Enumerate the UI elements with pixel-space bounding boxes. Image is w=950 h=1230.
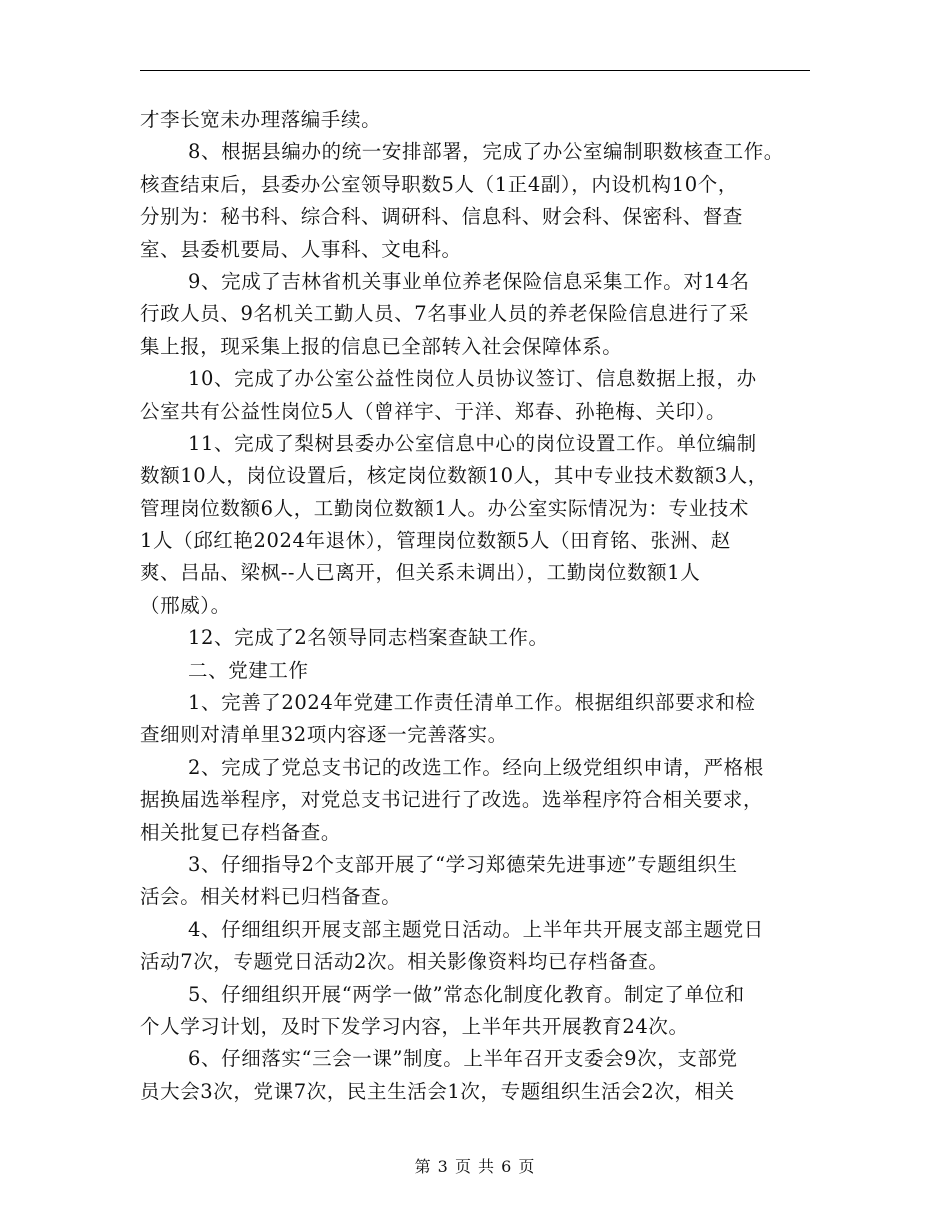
text-line: 分别为：秘书科、综合科、调研科、信息科、财会科、保密科、督查 — [140, 205, 744, 229]
page-footer: 第 3 页 共 6 页 — [414, 1157, 536, 1176]
text-line: 集上报，现采集上报的信息已全部转入社会保障体系。 — [140, 334, 623, 358]
text-line: 12、完成了2名领导同志档案查缺工作。 — [188, 626, 549, 650]
text-line: 相关批复已存档备查。 — [140, 820, 342, 844]
text-line: 活动7次，专题党日活动2次。相关影像资料均已存档备查。 — [140, 950, 669, 974]
text-line: 爽、吕品、梁枫--人已离开，但关系未调出），工勤岗位数额1人 — [140, 561, 701, 585]
text-line: （邢威）。 — [140, 593, 231, 617]
text-line: 管理岗位数额6人，工勤岗位数额1人。办公室实际情况为：专业技术 — [140, 496, 749, 520]
text-line: 据换届选举程序，对党总支书记进行了改选。选举程序符合相关要求， — [140, 788, 764, 812]
text-line: 核查结束后，县委办公室领导职数5人（1正4副），内设机构10个， — [140, 172, 738, 196]
text-line: 6、仔细落实“三会一课”制度。上半年召开支委会9次，支部党 — [188, 1047, 738, 1071]
text-line: 2、完成了党总支书记的改选工作。经向上级党组织申请，严格根 — [188, 755, 764, 779]
text-line: 活会。相关材料已归档备查。 — [140, 885, 402, 909]
text-line: 9、完成了吉林省机关事业单位养老保险信息采集工作。对14名 — [188, 269, 750, 293]
text-line: 8、根据县编办的统一安排部署，完成了办公室编制职数核查工作。 — [188, 140, 784, 164]
text-line: 行政人员、9名机关工勤人员、7名事业人员的养老保险信息进行了采 — [140, 302, 749, 326]
text-line: 10、完成了办公室公益性岗位人员协议签订、信息数据上报，办 — [188, 367, 757, 391]
header-rule — [140, 70, 810, 71]
text-line: 查细则对清单里32项内容逐一完善落实。 — [140, 723, 508, 747]
text-line: 1人（邱红艳2024年退休），管理岗位数额5人（田育铭、张洲、赵 — [140, 529, 731, 553]
text-line: 个人学习计划，及时下发学习内容，上半年共开展教育24次。 — [140, 1014, 689, 1038]
text-line: 员大会3次，党课7次，民主生活会1次，专题组织生活会2次，相关 — [140, 1079, 735, 1103]
text-line: 4、仔细组织开展支部主题党日活动。上半年共开展支部主题党日 — [188, 917, 764, 941]
text-line: 11、完成了梨树县委办公室信息中心的岗位设置工作。单位编制 — [188, 431, 757, 455]
text-line: 才李长宽未办理落编手续。 — [140, 108, 382, 131]
text-line: 1、完善了2024年党建工作责任清单工作。根据组织部要求和检 — [188, 691, 756, 715]
text-line: 5、仔细组织开展“两学一做”常态化制度化教育。制定了单位和 — [188, 982, 745, 1006]
text-line: 室、县委机要局、人事科、文电科。 — [140, 237, 462, 261]
text-line: 数额10人，岗位设置后，核定岗位数额10人，其中专业技术数额3人， — [140, 464, 768, 488]
document-body — [140, 104, 810, 1108]
text-line: 二、党建工作 — [188, 658, 309, 682]
text-line: 公室共有公益性岗位5人（曾祥宇、于洋、郑春、孙艳梅、关印）。 — [140, 399, 727, 423]
text-line: 3、仔细指导2个支部开展了“学习郑德荣先进事迹”专题组织生 — [188, 852, 738, 876]
